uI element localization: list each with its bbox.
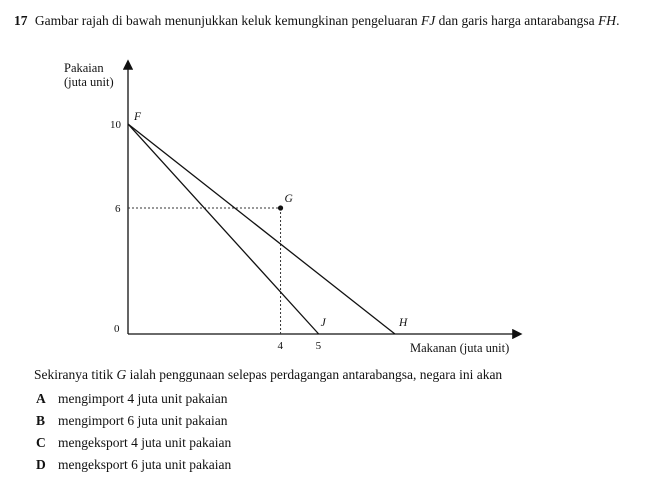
chart-layer: [110, 111, 408, 352]
y-tick-label-10: 10: [110, 119, 121, 131]
x-axis-label: Makanan (juta unit): [410, 341, 510, 355]
option-text: mengimport 4 juta unit pakaian: [58, 391, 228, 406]
question-text-part3: .: [616, 13, 620, 28]
line-fh-ref: FH: [598, 13, 617, 28]
origin-label: 0: [114, 323, 120, 335]
option-text: mengeksport 6 juta unit pakaian: [58, 457, 232, 472]
option-a[interactable]: [36, 390, 231, 412]
stem-part1: Sekiranya titik: [34, 367, 117, 382]
option-d[interactable]: [36, 456, 231, 478]
option-letter: B: [36, 413, 46, 428]
question-number: 17: [14, 13, 28, 28]
y-axis-label-line1: Pakaian: [64, 61, 104, 75]
y-axis-label-line2: (juta unit): [64, 75, 114, 89]
question-text-part2: dan garis harga antarabangsa: [435, 13, 599, 28]
series-line-fj: [128, 124, 319, 334]
option-text: mengimport 6 juta unit pakaian: [58, 413, 228, 428]
y-tick-label-6: 6: [115, 203, 121, 215]
option-letter: C: [36, 435, 46, 450]
option-b[interactable]: [36, 412, 231, 434]
point-label-g: G: [284, 193, 293, 205]
question-text-part1: Gambar rajah di bawah menunjukkan keluk kemungkinan pengeluaran: [34, 13, 421, 28]
option-c[interactable]: [36, 434, 231, 456]
x-tick-label-5: 5: [315, 340, 322, 352]
option-letter: D: [36, 457, 46, 472]
curve-fj-ref: FJ: [421, 13, 436, 28]
point-label-h: H: [398, 317, 408, 329]
point-g-ref: G: [116, 367, 127, 382]
option-text: mengeksport 4 juta unit pakaian: [58, 435, 232, 450]
point-label-f: F: [134, 111, 142, 123]
series-line-fh: [128, 124, 395, 334]
answer-options: [36, 390, 231, 478]
x-tick-label-4: 4: [277, 340, 284, 352]
question-stem: [34, 366, 634, 383]
point-g-marker: [278, 205, 283, 210]
stem-part2: ialah penggunaan selepas perdagangan antarabangsa, negara ini akan: [126, 367, 503, 382]
option-letter: A: [36, 391, 46, 406]
point-label-j: J: [320, 317, 326, 329]
